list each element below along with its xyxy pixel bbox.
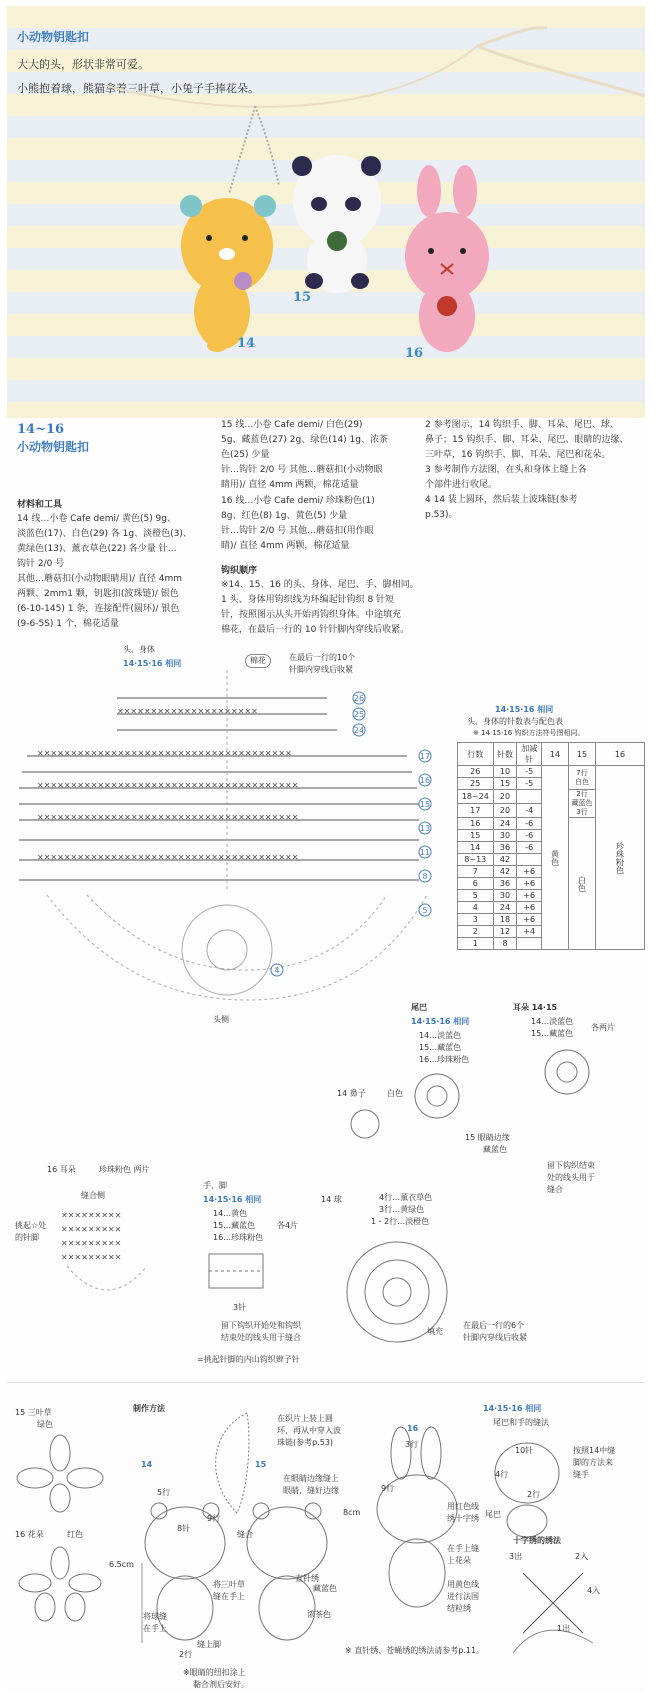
rows-9: 9行 <box>207 1514 221 1523</box>
svg-text:26: 26 <box>353 694 365 703</box>
eye-note-2: 处的线头用于 <box>547 1173 595 1182</box>
ear16-title: 16 耳朵 <box>47 1165 76 1174</box>
head-body-label: 头、身体 <box>123 645 155 654</box>
table-row: 4 24 +6 <box>458 902 645 914</box>
ear16-color: 珍珠粉色 两片 <box>99 1165 150 1174</box>
method-14: 14 <box>141 1460 153 1469</box>
hand-15: 15…藏蓝色 <box>213 1221 256 1230</box>
photo-description-1: 大大的头，形状非常可爱。 <box>17 58 149 71</box>
table-title-1: 14·15·16 相同 <box>495 705 554 714</box>
flower-sew-2: 上花朵 <box>447 1556 471 1565</box>
cotton-label: 棉花 <box>245 654 271 668</box>
top-note-2: 针脚内穿线后收紧 <box>289 665 353 674</box>
steps-list: ※14、15、16 的头、身体、尾巴、手、脚相同。 1 头、身体用钩织线为环编起针钩织 8 针短 针，按照图示从头开始再钩织身体。中途填充 棉花，在最后一行的 10 针针脚内穿线后收紧。 <box>221 580 419 635</box>
ball-row-1: 4行…薰衣草色 <box>379 1193 433 1202</box>
stitch-ref: ※ 直针绣、苍蝇绣的绣法请参考p.11。 <box>345 1646 485 1655</box>
ear16-chart <box>57 1204 177 1314</box>
pattern-number: 14~16 <box>17 422 65 437</box>
svg-text:✕✕✕✕✕✕✕✕✕✕✕✕✕✕✕✕✕✕✕✕✕✕✕✕✕✕✕✕✕✕: ✕✕✕✕✕✕✕✕✕✕✕✕✕✕✕✕✕✕✕✕✕✕✕✕✕✕✕✕✕✕✕✕✕✕✕✕✕✕✕ <box>37 781 299 790</box>
head-body-same: 14·15·16 相同 <box>123 659 182 668</box>
hand-16: 16…珍珠粉色 <box>213 1233 264 1242</box>
clover-sew-2: 缝在手上 <box>213 1592 245 1601</box>
cross-1: 1出 <box>557 1624 571 1633</box>
hand-note-1: 留下钩织开始处和钩织 <box>221 1321 301 1330</box>
head-body-chart <box>7 670 477 1070</box>
svg-text:✕✕✕✕✕✕✕✕✕: ✕✕✕✕✕✕✕✕✕ <box>61 1253 122 1262</box>
red-cross-2: 绣十字绣 <box>447 1514 479 1523</box>
svg-text:✕✕✕✕✕✕✕✕✕: ✕✕✕✕✕✕✕✕✕ <box>61 1211 122 1220</box>
table-note: ※ 14·15·16 钩织方法符号图相同。 <box>473 729 585 737</box>
steps-right: 2 参考图示，14 钩织手、脚、耳朵、尾巴、球、 鼻子；15 钩织手、脚、耳朵、尾巴、眼睛的边缘、 三叶草，16 钩织手、脚、耳朵、尾巴和花朵。 3 参考制作方法图，在头和身体上缝上各 个部件进行收尾。 4 14 装上圆环，然后装上波珠链(参考 p.53)。 <box>425 420 629 520</box>
materials-15: 15 线…小卷 Cafe demi/ 白色(29) 5g、藏蓝色(27) 2g、绿色(14) 1g、浓茶 色(25) 少量 针…钩针 2/0 号 其他…蘑菇扣(小动物眼 睛用)/ 直径 4mm 两颗，棉花适量 <box>221 420 388 490</box>
size-8: 8cm <box>343 1508 361 1517</box>
ear-title: 耳朵 14·15 <box>513 1003 558 1012</box>
tail-label: 尾巴 <box>485 1510 501 1519</box>
clover-sew-1: 将三叶草 <box>213 1580 245 1589</box>
ball-title: 14 球 <box>321 1195 342 1204</box>
cross-3: 3出 <box>509 1552 523 1561</box>
tail-same: 14·15·16 相同 <box>411 1017 470 1026</box>
steps-title: 钩织顺序 <box>221 566 258 576</box>
method-figures <box>137 1403 387 1653</box>
red-cross-1: 用红色线 <box>447 1502 479 1511</box>
flower-sew-1: 在手上缝 <box>447 1544 479 1553</box>
table-row: 2 12 +4 <box>458 926 645 938</box>
eye-note-1: 留下钩织结束 <box>547 1161 595 1170</box>
clover-chart <box>15 1433 105 1513</box>
tail-chart <box>407 1066 467 1126</box>
tail-15: 15…藏蓝色 <box>419 1043 462 1052</box>
svg-text:4: 4 <box>274 966 280 975</box>
color-brown: 浓茶色 <box>307 1610 331 1619</box>
svg-text:15: 15 <box>419 800 431 809</box>
table-row: 7 42 +6 <box>458 866 645 878</box>
svg-text:✕✕✕✕✕✕✕✕✕✕✕✕✕✕✕✕✕✕✕✕✕✕✕✕✕✕✕✕✕✕: ✕✕✕✕✕✕✕✕✕✕✕✕✕✕✕✕✕✕✕✕✕✕✕✕✕✕✕✕✕✕✕✕✕✕✕✕✕✕ <box>37 749 292 758</box>
stitch-brown: 直针绣 <box>295 1574 319 1583</box>
svg-text:11: 11 <box>419 848 431 857</box>
ear16-pick-2: 的针脚 <box>15 1233 39 1242</box>
hand-note-2: 结束处的线头用于缝合 <box>221 1333 301 1342</box>
svg-text:17: 17 <box>419 752 431 761</box>
tail-method-same: 14·15·16 相同 <box>483 1404 542 1413</box>
flower-chart <box>15 1545 105 1625</box>
photo-label-16: 16 <box>405 346 424 361</box>
photo-label-15: 15 <box>293 290 312 305</box>
ear16-side: 缝合侧 <box>81 1191 105 1200</box>
ear-14: 14…淡蓝色 <box>531 1017 574 1026</box>
french-2: 进行法国 <box>447 1592 479 1601</box>
eye-note-b1: ※眼睛的纽扣涂上 <box>183 1668 246 1677</box>
nose-chart <box>345 1104 385 1144</box>
ear16-pick-1: 挑起☆处 <box>15 1221 47 1230</box>
materials-16: 16 线…小卷 Cafe demi/ 珍珠粉色(1) 8g、红色(8) 1g、黄色(5) 少量 针…钩针 2/0 号 其他…蘑菇扣(用作眼 睛)/ 直径 4mm 两颗，棉花适量 <box>221 496 375 551</box>
rows-3: 3行 <box>405 1440 419 1449</box>
tail-hand-note-1: 按照14中缝 <box>573 1446 616 1455</box>
keychain-illustration <box>7 6 645 418</box>
row-10: 10针 <box>515 1446 534 1455</box>
svg-text:24: 24 <box>353 726 365 735</box>
eye-sew-2: 眼睛，缝好边缘 <box>283 1486 339 1495</box>
cross-4: 4入 <box>587 1586 601 1595</box>
french-1: 用黄色线 <box>447 1580 479 1589</box>
tail-14: 14…淡蓝色 <box>419 1031 462 1040</box>
eye-title: 15 眼睛边缘 <box>465 1133 510 1142</box>
eye-note-b2: 黏合剂后安好。 <box>193 1680 249 1689</box>
table-row: 18~24 20 2行 藏蓝色 3行 <box>458 790 645 804</box>
svg-text:13: 13 <box>419 824 431 833</box>
table-row: 26 10 -5 黄色 7行 白色 珍珠粉色 <box>458 766 645 778</box>
rows-9b: 9行 <box>381 1484 395 1493</box>
eye-note-3: 缝合 <box>547 1185 563 1194</box>
ball-sew-1: 将球缝 <box>143 1612 167 1621</box>
table-row: 6 36 +6 <box>458 878 645 890</box>
ball-note-2: 针脚内穿线后收紧 <box>463 1333 527 1342</box>
french-3: 结粒绣 <box>447 1604 471 1613</box>
rabbit-keychain <box>405 165 489 352</box>
table-row: 17 20 -4 <box>458 804 645 818</box>
svg-text:16: 16 <box>419 776 431 785</box>
hand-each: 各4片 <box>277 1221 299 1230</box>
ear-15: 15…藏蓝色 <box>531 1029 574 1038</box>
ball-sew-2: 在手上 <box>143 1624 167 1633</box>
flower-color: 红色 <box>67 1530 83 1539</box>
cross-stitch-figure <box>503 1553 613 1663</box>
ball-note-1: 在最后一行的6个 <box>463 1321 525 1330</box>
stitch-navy: 藏蓝色 <box>313 1584 337 1593</box>
table-row: 1 8 <box>458 938 645 950</box>
hand-title: 手、脚 <box>203 1181 227 1190</box>
assembly-section <box>7 1382 645 1692</box>
svg-text:25: 25 <box>353 710 365 719</box>
row-4: 4行 <box>495 1470 509 1479</box>
hand-same: 14·15·16 相同 <box>203 1195 262 1204</box>
ring-note-2: 环，再从中穿入波 <box>277 1426 341 1435</box>
method-16: 16 <box>407 1424 419 1433</box>
photo-description-2: 小熊抱着球，熊猫拿着三叶草，小兔子手捧花朵。 <box>17 82 259 95</box>
feet-sew: 缝上脚 <box>197 1640 221 1649</box>
photo-label-14: 14 <box>237 336 256 351</box>
tail-16: 16…珍珠粉色 <box>419 1055 470 1064</box>
materials-title: 材料和工具 <box>17 500 63 510</box>
table-row: 16 24 -6 白色 <box>458 818 645 830</box>
top-note-1: 在最后一行的10个 <box>289 653 356 662</box>
table-row: 15 30 -6 <box>458 830 645 842</box>
materials-14: 14 线…小卷 Cafe demi/ 黄色(5) 9g、 淡蓝色(17)、白色(29) 各 1g、淡橙色(3)、 黄绿色(13)、薰衣草色(22) 各少量 针… 钩针 2/0 号 其他…蘑菇扣(小动物眼睛用)/ 直径 4mm 两颗、2mm1 颗，钥匙扣(波珠链)/ 银色 (6-10-145) 1 条，连接配件(圆环)/ 银色 (9-6-5S) 1 个，棉花适量 <box>17 514 192 629</box>
ear-both: 各两片 <box>591 1023 615 1032</box>
clover-color: 绿色 <box>37 1420 53 1429</box>
rows-8: 8针 <box>177 1524 191 1533</box>
cross-stitch-title: 十字绣的绣法 <box>513 1536 561 1545</box>
svg-text:✕✕✕✕✕✕✕✕✕✕✕✕✕✕✕✕✕✕✕✕✕: ✕✕✕✕✕✕✕✕✕✕✕✕✕✕✕✕✕✕✕✕✕ <box>117 707 258 716</box>
ring-note-3: 珠链(参考p.53) <box>277 1438 334 1447</box>
bear-keychain <box>180 195 276 352</box>
pattern-title: 小动物钥匙扣 <box>17 440 90 454</box>
sew-seam: 缝合 <box>237 1530 253 1539</box>
svg-text:✕✕✕✕✕✕✕✕✕: ✕✕✕✕✕✕✕✕✕ <box>61 1239 122 1248</box>
tail-hand-note-3: 缝手 <box>573 1470 589 1479</box>
flower-title: 16 花朵 <box>15 1530 44 1539</box>
svg-text:✕✕✕✕✕✕✕✕✕✕✕✕✕✕✕✕✕✕✕✕✕✕✕✕✕✕✕✕✕✕: ✕✕✕✕✕✕✕✕✕✕✕✕✕✕✕✕✕✕✕✕✕✕✕✕✕✕✕✕✕✕✕✕✕✕✕✕✕✕✕ <box>37 813 299 822</box>
svg-text:✕✕✕✕✕✕✕✕✕✕✕✕✕✕✕✕✕✕✕✕✕✕✕✕✕✕✕✕✕✕: ✕✕✕✕✕✕✕✕✕✕✕✕✕✕✕✕✕✕✕✕✕✕✕✕✕✕✕✕✕✕✕✕✕✕✕✕✕✕✕ <box>37 853 299 862</box>
panda-keychain <box>292 155 381 293</box>
table-row: 3 18 +6 <box>458 914 645 926</box>
eye-color: 藏蓝色 <box>483 1145 507 1154</box>
ball-row-3: 1・2行…淡橙色 <box>371 1217 430 1226</box>
tail-title: 尾巴 <box>411 1003 427 1012</box>
pattern-spec <box>7 420 645 1380</box>
tail-hand-note-2: 脚的方法来 <box>573 1458 613 1467</box>
svg-text:5: 5 <box>422 906 428 915</box>
ear-chart <box>537 1042 597 1102</box>
table-row: 14 36 -6 <box>458 842 645 854</box>
head-side-label: 头侧 <box>213 1015 229 1024</box>
hand-chart <box>203 1248 283 1298</box>
svg-text:8: 8 <box>422 872 428 881</box>
table-title-2: 头、身体的针数表与配色表 <box>467 717 563 726</box>
hand-rows: 3针 <box>233 1303 247 1312</box>
eye-sew-1: 在眼睛边缘缝上 <box>283 1474 339 1483</box>
tail-method: 尾巴和手的缝法 <box>493 1418 549 1427</box>
ball-row-2: 3行…黄绿色 <box>379 1205 425 1214</box>
photo-title: 小动物钥匙扣 <box>17 30 90 44</box>
nose-title: 14 鼻子 <box>337 1089 366 1098</box>
table-row: 8~13 42 <box>458 854 645 866</box>
method-15: 15 <box>255 1460 267 1469</box>
product-photo <box>7 6 645 418</box>
rows-2: 2行 <box>179 1650 193 1659</box>
cross-2: 2入 <box>575 1552 589 1561</box>
method-title: 制作方法 <box>133 1404 165 1413</box>
hand-legend: =挑起针脚的内山钩织辫子针 <box>197 1355 300 1364</box>
table-row: 25 15 -5 <box>458 778 645 790</box>
nose-color: 白色 <box>387 1089 403 1098</box>
ring-note-1: 在织片上装上圆 <box>277 1414 333 1423</box>
row-2: 2行 <box>527 1490 541 1499</box>
hand-14: 14…黄色 <box>213 1209 248 1218</box>
table-row: 5 30 +6 <box>458 890 645 902</box>
svg-text:✕✕✕✕✕✕✕✕✕: ✕✕✕✕✕✕✕✕✕ <box>61 1225 122 1234</box>
clover-title: 15 三叶草 <box>15 1408 52 1417</box>
size-65: 6.5cm <box>109 1560 134 1569</box>
rows-5: 5行 <box>157 1488 171 1497</box>
ball-fill: 填充 <box>427 1327 443 1336</box>
stitch-count-table: 行数 针数 加减针 14 15 16 26 10 -5 黄色 7行 白色 珍珠粉色 25 15 -5 18~24 20 2行 藏蓝色 3行 17 20 -4 16 24 -6 白色 15 30 -6 14 36 -6 8~13 42 7 42 +6 6 36 +6 5 30 +6 4 24 +6 3 18 +6 2 12 +4 1 8 <box>457 742 645 950</box>
